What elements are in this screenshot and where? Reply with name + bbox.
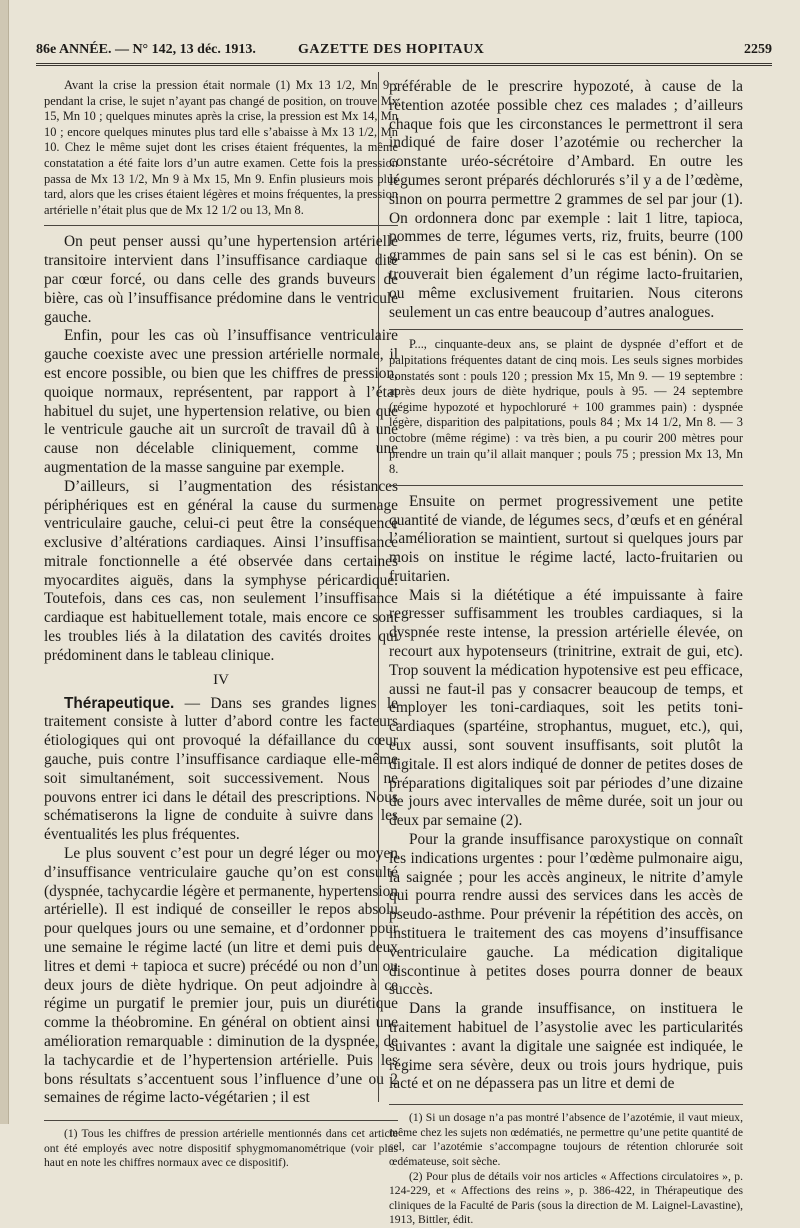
section-number: IV xyxy=(213,671,229,688)
paragraph: Pour la grande insuffisance paroxystique on connaît les indications urgentes : pour l’œdème pulmonaire aigu, la saignée ; pour les accès angineux, le nitrite d’amyle qui pourra rendre aussi des services dans les accès de pseudo-asthme. Pour prévenir la répétition des accès, on instituera le traitement des cas moyens d’insuffisance ventriculaire gauche. La médication digitalique discontinue à petites doses pourra donner de beaux succès. xyxy=(389,831,743,999)
footnote-rule xyxy=(44,1120,398,1121)
paragraph-text: — Dans ses grandes lignes le traitement consiste à lutter d’abord contre les facteurs étiologiques qui ont provoqué la défaillance du cœur gauche, puis contre l’insuffisance cardiaque elle-même soit simultanément, soit successivement. Nous ne pouvons entrer ici dans le détail des prescriptions. Nous schématiserons la ligne de conduite à suivre dans les éventualités les plus fréquentes. xyxy=(44,694,398,844)
paragraph: Dans la grande insuffisance, on instituera le traitement habituel de l’asystolie avec les particularités suivantes : avant la digitale une saignée est indiquée, le régime sera sévère, deux ou trois jours hydrique, puis lacté et on ne dépassera pas un litre et demi de xyxy=(389,1000,743,1093)
paragraph: Le plus souvent c’est pour un degré léger ou moyen d’insuffisance ventriculaire gauche qu’on est consulté (dyspnée, tachycardie légère et permanente, hypertension artérielle). Il est indiqué de conseiller le repos absolu pour quelques jours ou une semaine, et d’ordonner pour une semaine le régime lacté (un litre et demi puis deux litres et demi + tapioca et sucre) précédé ou non d’un ou deux jours de diète hydrique. On peut adjoindre à ce régime un purgatif le premier jour, puis un diurétique comme la théobromine. En général on obtient ainsi une amélioration remarquable : diminution de la dyspnée, de la tachycardie et de l’hypertension artérielle. Puis les bons résultats s’accentuent sous l’influence d’une ou 2 semaines de régime lacto-végétarien ; il est xyxy=(44,845,398,1107)
case-report: P..., cinquante-deux ans, se plaint de dyspnée d’effort et de palpitations fréquentes datant de cinq mois. Les seuls signes morbides constatés sont : pouls 120 ; pression Mx 15, Mn 9. — 19 septembre : après deux jours de diète hydrique, pouls à 95. — 24 septembre (régime hypozoté et hypochloruré + 100 grammes pain) : dyspnée légère, disparition des palpitations, pouls 84 ; Mx 14 1/2, Mn 8. — 3 octobre (même régime) : va très bien, a pu courir 200 mètres pour prendre un train qu’il allait manquer ; pouls 75 ; pression Mx 13, Mn 8. xyxy=(389,337,743,477)
separator xyxy=(389,485,743,486)
footnote-rule xyxy=(389,1104,743,1105)
pressure-observation: Avant la crise la pression était normale (1) Mx 13 1/2, Mn 9 ; pendant la crise, le sujet n’ayant pas changé de position, on trouve Mx 15, Mn 10 ; quelques minutes après la crise, la pression est Mx 14, Mn 10 ; encore quelques minutes plus tard elle s’abaisse à Mx 13 1/2, Mn 10. Chez le même sujet dont les crises étaient fréquentes, la même constatation a été faite lors d’un autre examen. Cette fois la pression passa de Mx 13 1/2, Mn 9 à Mx 15, Mn 9. Enfin plusieurs mois plus tard, alors que les crises étaient légères et moins fréquentes, la pression artérielle n’était plus que de Mx 12 1/2 ou 13, Mn 8. xyxy=(44,78,398,217)
footnote: (1) Si un dosage n’a pas montré l’absence de l’azotémie, il vaut mieux, même chez les sujets non œdématiés, ne permettre qu’une petite quantité de sel, car l’azotémie s’accompagne toujours de rétention chlorurée soit œdémateuse, soit sèche. xyxy=(389,1111,743,1168)
section-title: Thérapeutique. xyxy=(64,694,175,712)
paragraph: D’ailleurs, si l’augmentation des résistances périphériques est en général la cause du surmenage ventriculaire gauche, celui-ci peut être la conséquence exclusive d’altérations cardiaques. Ainsi l’insuffisance mitrale fonctionnelle a été observée dans certaines myocardites aiguës, dans la symphyse péricardique. Toutefois, dans ces cas, non seulement l’insuffisance cardiaque est habituellement totale, mais encore ce sont les troubles liés à la dilatation des cavités droites qui prédominent dans le tableau clinique. xyxy=(44,477,398,664)
paragraph: Enfin, pour les cas où l’insuffisance ventriculaire gauche coexiste avec une pression artérielle normale, il est encore possible, ou bien que les chiffres de pression, quoique normaux, représentent, par rapport à l’état habituel du sujet, une hypertension relative, ou bien que le ventricule gauche ait un surcroît de travail dû à une cause non décelable cliniquement, comme une augmentation de la masse sanguine par exemple. xyxy=(44,327,398,476)
separator xyxy=(44,225,398,226)
footnote: (1) Tous les chiffres de pression artérielle mentionnés dans cet article ont été employés avec notre dispositif sphygmomanométrique (voir plus haut en note les chiffres normaux avec ce dispositif). xyxy=(44,1127,398,1170)
left-column xyxy=(44,78,398,1171)
page-number: 2259 xyxy=(744,42,772,57)
paragraph: Mais si la diététique a été impuissante à faire regresser suffisamment les troubles cardiaques, si la dyspnée reste intense, la pression artérielle élevée, on recourt aux hypotenseurs (trinitrine, extrait de gui, etc). Trop souvent la médication hypotensive est peu efficace, aussi ne faut-il pas y consacrer beaucoup de temps, et employer les toni-cardiaques, soit les petits toni-cardiaques (spartéine, strophantus, muguet, etc.), qui, eux aussi, sont souvent insuffisants, soit plutôt la digitale. Il est alors indiqué de donner de petites doses de préparations digitaliques soit par périodes d’une dizaine de jours avec intervalles de même durée, soit un jour ou deux par semaine (2). xyxy=(389,586,743,830)
therapeutics-paragraph xyxy=(44,695,398,845)
page-edge xyxy=(0,0,9,1124)
paragraph: préférable de le prescrire hypozoté, à cause de la rétention azotée possible chez ces malades ; d’ailleurs chaque fois que les circonstances le permettront il sera indiqué de faire doser l’azotémie ou rechercher la constante uréo-sécrétoire d’Ambard. En outre les légumes seront préparés déchlorurés s’il y a de l’œdème, sinon on pourra permettre 2 grammes de sel par jour (1). On ordonnera donc par exemple : lait 1 litre, tapioca, pommes de terre, légumes verts, riz, fruits, beurre (100 grammes de pain sans sel si le cas est bénin). On se trouverait bien également d’un régime lacto-fruitarien, ou même exclusivement fruitarien. Nous citerons seulement un cas entre beaucoup d’autres analogues. xyxy=(389,78,743,321)
journal-title: GAZETTE DES HOPITAUX xyxy=(298,42,485,57)
paragraph: Ensuite on permet progressivement une petite quantité de viande, de légumes secs, d’œufs et en général l’amélioration se maintient, surtout si quelques jours par mois on institue le régime lacté, lacto-fruitarien ou fruitarien. xyxy=(389,492,743,585)
paragraph: On peut penser aussi qu’une hypertension artérielle transitoire intervient dans l’insuffisance cardiaque dite par cœur forcé, ou dans celle des grands buveurs de bière, cas où l’insuffisance prédomine dans le ventricule gauche. xyxy=(44,233,398,326)
header-rule xyxy=(36,63,772,66)
footnote: (2) Pour plus de détails voir nos articles « Affections circulatoires », p. 124-229, et « Affections des reins », p. 386-422, in Thérapeutique des cliniques de la Faculté de Paris (sous la direction de M. Laignel-Lavastine), 1913, Bittler, édit. xyxy=(389,1169,743,1227)
issue-info: 86e ANNÉE. — N° 142, 13 déc. 1913. xyxy=(36,42,256,57)
right-column xyxy=(389,78,743,1228)
page-header xyxy=(36,42,772,64)
separator xyxy=(389,329,743,330)
